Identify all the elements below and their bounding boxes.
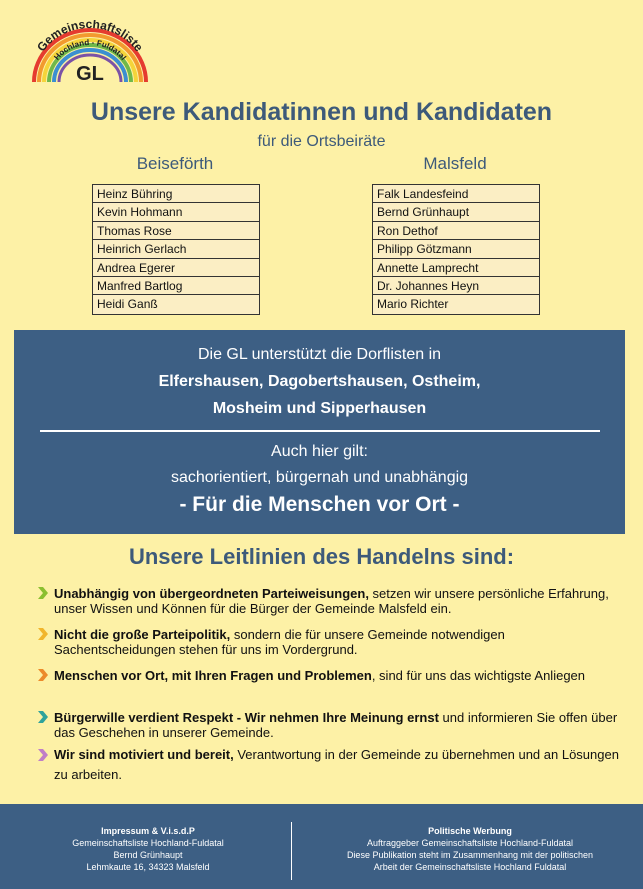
footer-line: Bernd Grünhaupt bbox=[113, 850, 183, 860]
chevron-right-icon bbox=[38, 749, 48, 761]
guideline-text: sondern die für unsere Gemeinde notwendigen Sachentscheidungen stehen für uns im Vordergrund. bbox=[54, 627, 505, 657]
footer-imprint bbox=[20, 825, 276, 873]
guideline-bold: Wir sind motiviert und bereit, bbox=[54, 747, 234, 762]
candidate-row: Bernd Grünhaupt bbox=[373, 203, 539, 221]
footer-line: Gemeinschaftsliste Hochland-Fuldatal bbox=[72, 838, 224, 848]
footer-line: Arbeit der Gemeinschaftsliste Hochland Fuldatal bbox=[373, 862, 567, 872]
banner-line: Auch hier gilt: bbox=[271, 443, 368, 460]
candidate-row: Falk Landesfeind bbox=[373, 185, 539, 203]
guidelines-title: Unsere Leitlinien des Handelns sind: bbox=[128, 544, 515, 569]
guideline-bold: Menschen vor Ort, mit Ihren Fragen und Problemen bbox=[54, 668, 372, 683]
chevron-right-icon bbox=[38, 628, 48, 640]
guideline-item bbox=[38, 586, 628, 616]
candidate-list-malsfeld bbox=[372, 184, 540, 315]
rainbow-logo-icon bbox=[28, 20, 152, 84]
candidate-row: Kevin Hohmann bbox=[93, 203, 259, 221]
chevron-right-icon bbox=[38, 711, 48, 723]
candidate-row: Andrea Egerer bbox=[93, 259, 259, 277]
guideline-item bbox=[38, 710, 628, 740]
chevron-right-icon bbox=[38, 587, 48, 599]
footer-divider bbox=[291, 822, 292, 880]
candidate-row: Heidi Ganß bbox=[93, 295, 259, 313]
guideline-text: , sind für uns das wichtigste Anliegen bbox=[371, 668, 586, 683]
footer-political-title: Politische Werbung bbox=[428, 826, 512, 836]
logo-arc-subtext: Hochland - Fuldatal bbox=[52, 37, 128, 62]
footer-line: Auftraggeber Gemeinschaftsliste Hochland-Fuldatal bbox=[366, 838, 574, 848]
column-title-malsfeld: Malsfeld bbox=[423, 154, 487, 173]
candidate-row: Manfred Bartlog bbox=[93, 277, 259, 295]
support-banner bbox=[14, 330, 625, 534]
footer-line: Lehmkaute 16, 34323 Malsfeld bbox=[86, 862, 210, 872]
column-title-beisefoerth: Beiseförth bbox=[136, 154, 214, 173]
banner-slogan: - Für die Menschen vor Ort - bbox=[179, 493, 460, 516]
banner-line-bold: Mosheim und Sipperhausen bbox=[212, 400, 427, 417]
candidate-row: Heinz Bühring bbox=[93, 185, 259, 203]
banner-line-bold: Elfershausen, Dagobertshausen, Ostheim, bbox=[158, 373, 481, 390]
candidate-row: Philipp Götzmann bbox=[373, 240, 539, 258]
candidate-list-beisefoerth bbox=[92, 184, 260, 315]
footer-political-ad bbox=[310, 825, 630, 873]
logo-arc-text: Gemeinschaftsliste bbox=[34, 20, 146, 55]
footer-imprint-title: Impressum & V.i.s.d.P bbox=[101, 826, 195, 836]
banner-line: sachorientiert, bürgernah und unabhängig bbox=[170, 469, 469, 486]
candidate-row: Ron Dethof bbox=[373, 222, 539, 240]
chevron-right-icon bbox=[38, 669, 48, 681]
candidate-row: Mario Richter bbox=[373, 295, 539, 313]
banner-divider bbox=[40, 430, 600, 432]
guideline-text: und informieren Sie offen über das Geschehen in unserer Gemeinde. bbox=[54, 710, 618, 740]
candidate-row: Heinrich Gerlach bbox=[93, 240, 259, 258]
candidate-row: Thomas Rose bbox=[93, 222, 259, 240]
footer-line: Diese Publikation steht im Zusammenhang mit der politischen bbox=[346, 850, 594, 860]
logo-initials: GL bbox=[76, 63, 104, 84]
page-title: Unsere Kandidatinnen und Kandidaten bbox=[90, 98, 553, 126]
guideline-bold: Bürgerwille verdient Respekt - Wir nehmen Ihre Meinung ernst bbox=[54, 710, 439, 725]
guideline-item bbox=[38, 668, 628, 683]
guideline-text: Verantwortung in der Gemeinde zu übernehmen und an Lösungen zu arbeiten. bbox=[54, 747, 619, 782]
page-subtitle: für die Ortsbeiräte bbox=[257, 133, 386, 150]
footer bbox=[0, 804, 643, 889]
guideline-item bbox=[38, 627, 628, 657]
candidate-row: Dr. Johannes Heyn bbox=[373, 277, 539, 295]
guideline-bold: Unabhängig von übergeordneten Parteiweisungen, bbox=[54, 586, 369, 601]
guideline-bold: Nicht die große Parteipolitik, bbox=[54, 627, 231, 642]
guideline-text: setzen wir unsere persönliche Erfahrung, unser Wissen und Können für die Bürger der Gemeinde Malsfeld ein. bbox=[54, 586, 609, 616]
gl-logo bbox=[28, 20, 152, 84]
candidate-row: Annette Lamprecht bbox=[373, 259, 539, 277]
banner-line: Die GL unterstützt die Dorflisten in bbox=[197, 346, 442, 363]
guideline-item bbox=[38, 748, 628, 785]
